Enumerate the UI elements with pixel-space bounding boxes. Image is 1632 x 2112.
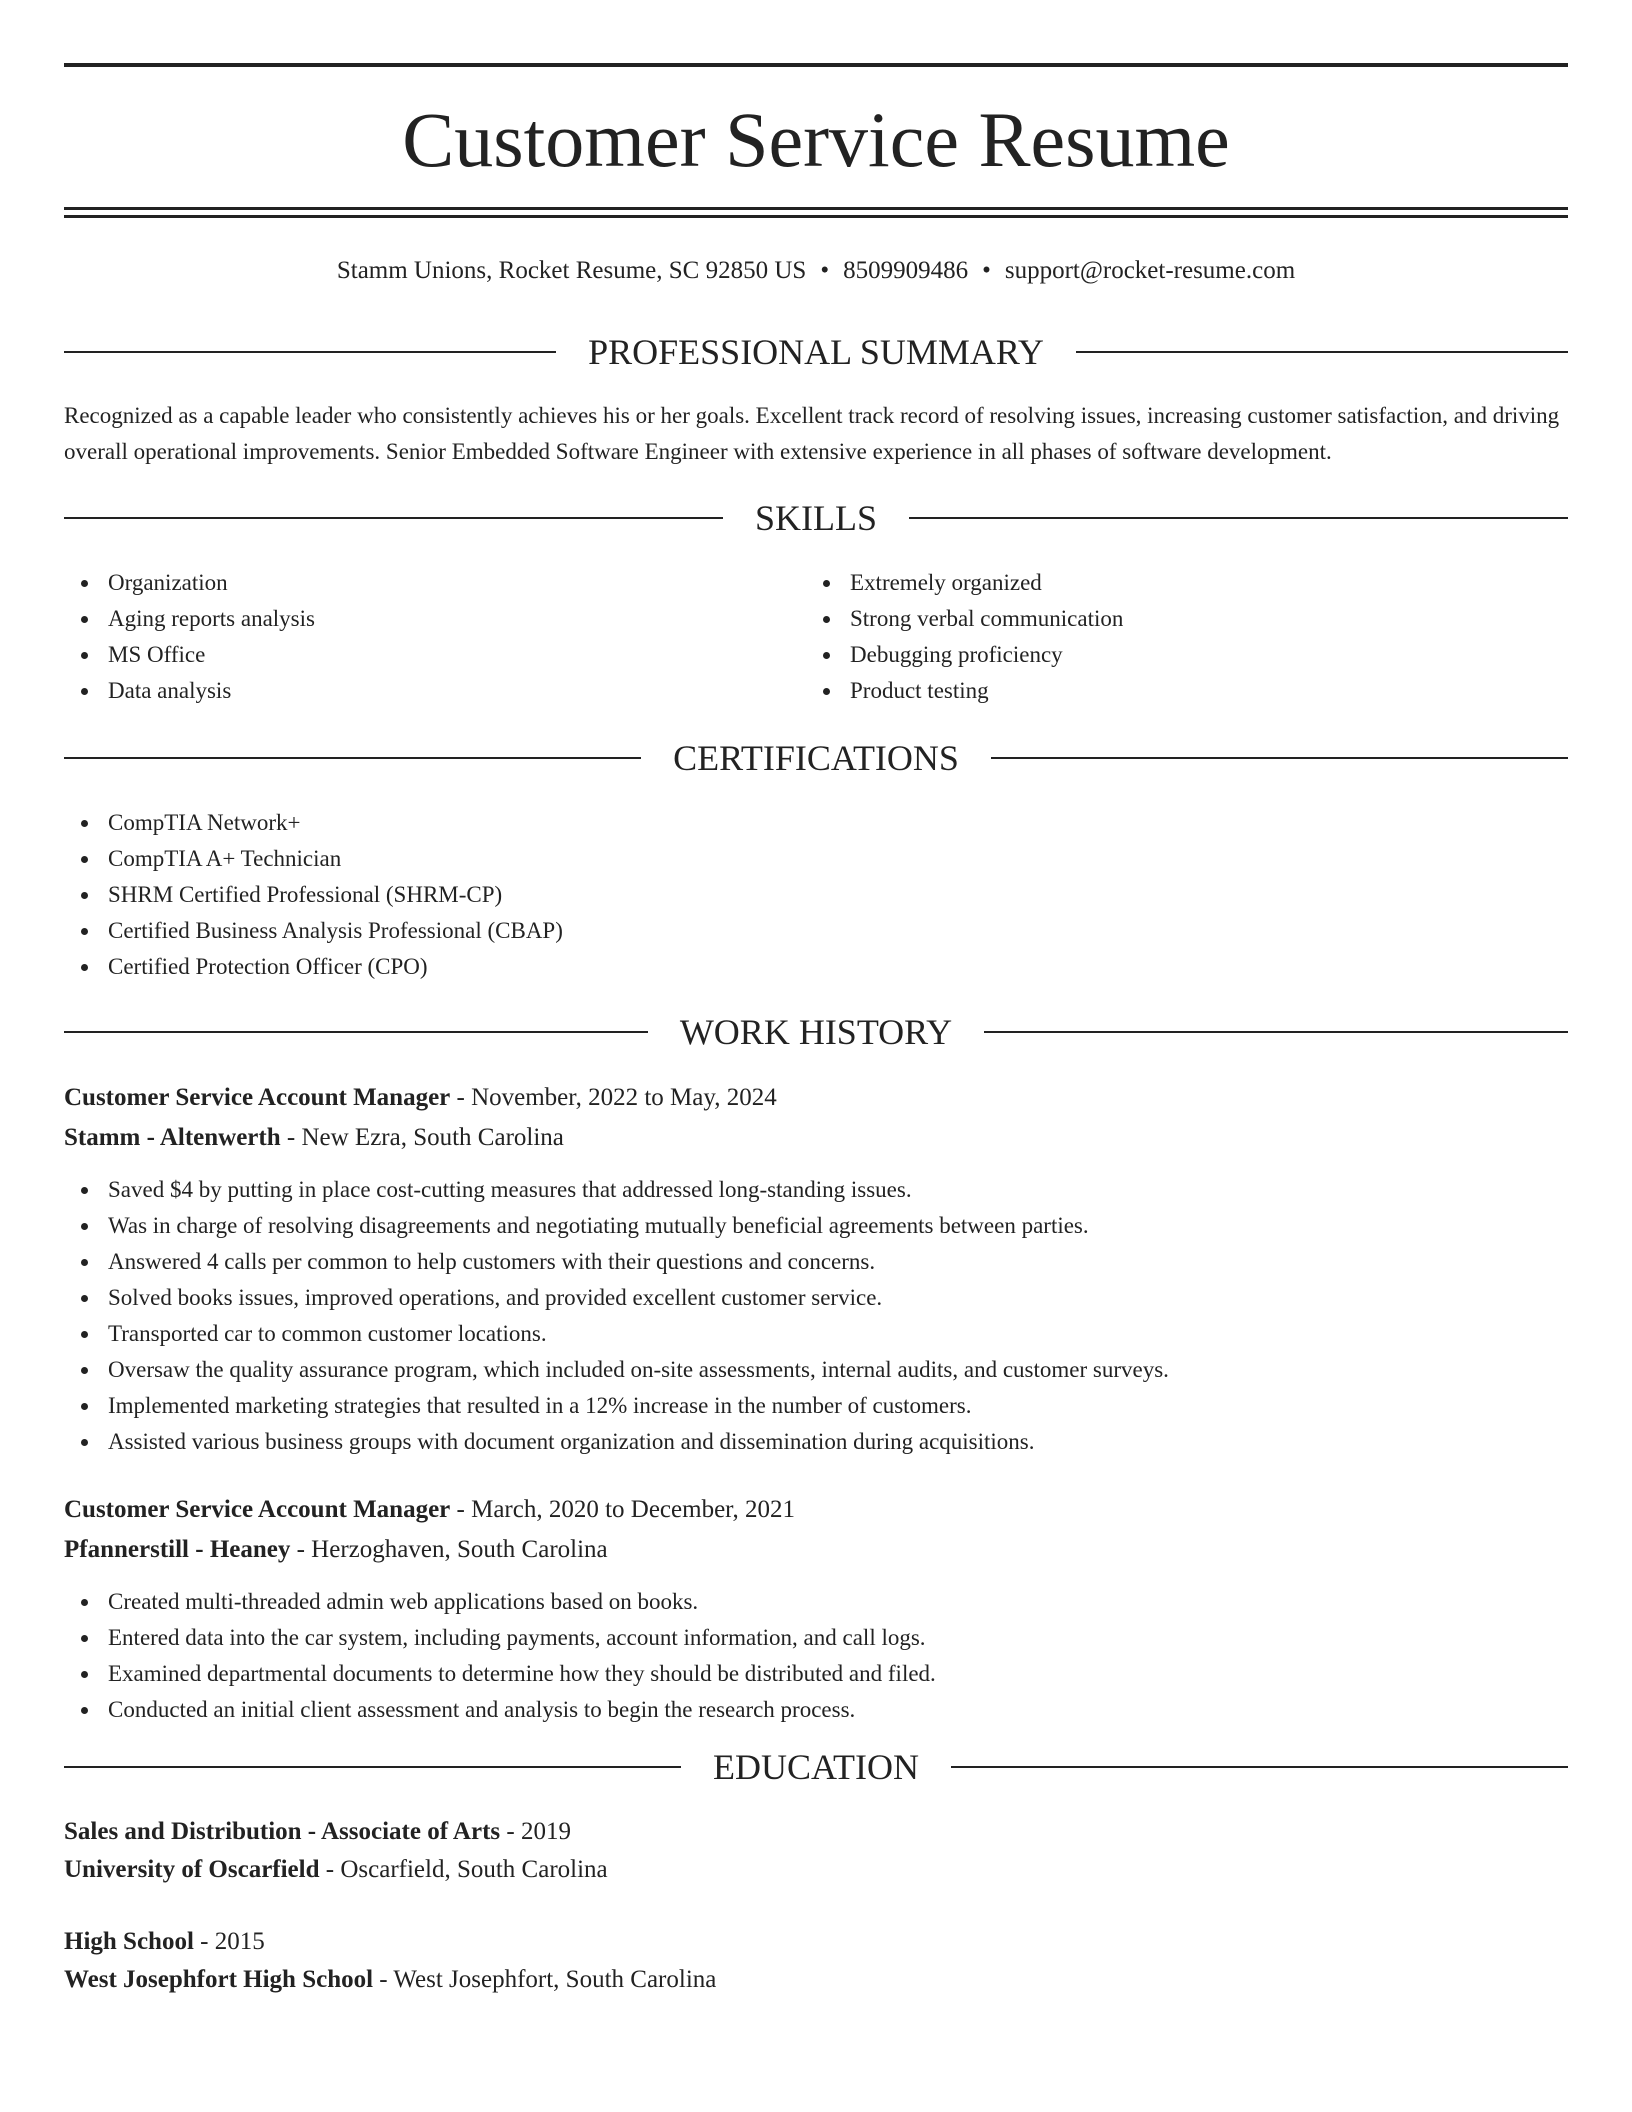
contact-address: Stamm Unions, Rocket Resume, SC 92850 US <box>336 257 807 284</box>
contact-line <box>64 254 1568 288</box>
certifications-heading <box>64 736 1568 780</box>
summary-text: Recognized as a capable leader who consistently achieves his or her goals. Excellent track record of resolving issues, increasing customer satisfaction, and driving overall operational improvements. Senior Embedded Software Engineer with extensive experience in all phases of software development. <box>64 403 1560 464</box>
certification-item: SHRM Certified Professional (SHRM-CP) <box>64 877 1064 913</box>
skill-item: Strong verbal communication <box>806 601 1506 637</box>
job-duty-item: Created multi-threaded admin web applications based on books. <box>64 1584 1568 1620</box>
certification-item: Certified Protection Officer (CPO) <box>64 949 1064 985</box>
job-duties-list <box>64 1172 1568 1460</box>
job-duty-item: Oversaw the quality assurance program, which included on-site assessments, internal audits, and customer surveys. <box>64 1352 1568 1388</box>
education-school-line <box>64 1850 1568 1890</box>
summary-heading-label: PROFESSIONAL SUMMARY <box>588 332 1044 372</box>
certifications-list <box>64 805 1064 985</box>
job-location: - New Ezra, South Carolina <box>280 1124 564 1151</box>
work-history-heading <box>64 1010 1568 1054</box>
skill-item: Data analysis <box>64 673 764 709</box>
job-duty-item: Assisted various business groups with document organization and dissemination during acquisitions. <box>64 1424 1568 1460</box>
education-heading <box>64 1745 1568 1789</box>
certification-item: CompTIA Network+ <box>64 805 1064 841</box>
education-school: University of Oscarfield <box>64 1856 320 1883</box>
education-location: - Oscarfield, South Carolina <box>319 1856 608 1883</box>
skill-item: Organization <box>64 565 764 601</box>
skill-item: Aging reports analysis <box>64 601 764 637</box>
job-role: Customer Service Account Manager <box>64 1084 451 1111</box>
skills-heading-label: SKILLS <box>755 498 878 538</box>
job-duty-item: Examined departmental documents to determine how they should be distributed and filed. <box>64 1656 1568 1692</box>
education-year: - 2015 <box>193 1928 265 1955</box>
summary-heading <box>64 330 1568 374</box>
heading-rule-left <box>64 351 556 353</box>
contact-email: support@rocket-resume.com <box>1004 257 1296 284</box>
job-duty-item: Transported car to common customer locations. <box>64 1316 1568 1352</box>
heading-rule-left <box>64 1031 648 1033</box>
job-duty-item: Conducted an initial client assessment and analysis to begin the research process. <box>64 1692 1568 1728</box>
heading-rule-right <box>991 757 1568 759</box>
work-history-heading-label: WORK HISTORY <box>679 1012 953 1052</box>
job-company-line <box>64 1530 1568 1570</box>
job-role: Customer Service Account Manager <box>64 1496 451 1523</box>
header-top-rule <box>64 63 1568 67</box>
heading-rule-right <box>1076 351 1568 353</box>
job-company: Stamm - Altenwerth <box>64 1124 281 1151</box>
job-duty-item: Saved $4 by putting in place cost-cutting measures that addressed long-standing issues. <box>64 1172 1568 1208</box>
skill-item: Product testing <box>806 673 1506 709</box>
job-dates: - November, 2022 to May, 2024 <box>450 1084 777 1111</box>
education-degree-line <box>64 1812 1568 1852</box>
education-school: West Josephfort High School <box>64 1966 374 1993</box>
contact-phone: 8509909486 <box>843 257 969 284</box>
resume-title: Customer Service Resume <box>402 96 1230 183</box>
certification-item: CompTIA A+ Technician <box>64 841 1064 877</box>
heading-rule-left <box>64 517 723 519</box>
contact-separator: • <box>982 257 991 284</box>
job-title-line <box>64 1490 1568 1530</box>
job-dates: - March, 2020 to December, 2021 <box>450 1496 795 1523</box>
heading-rule-left <box>64 757 641 759</box>
job-duty-item: Answered 4 calls per common to help customers with their questions and concerns. <box>64 1244 1568 1280</box>
job-duty-item: Entered data into the car system, including payments, account information, and call logs. <box>64 1620 1568 1656</box>
heading-rule-right <box>951 1766 1568 1768</box>
education-degree-line <box>64 1922 1568 1962</box>
skills-list-left <box>64 565 764 709</box>
contact-separator: • <box>820 257 830 284</box>
heading-rule-right <box>909 517 1568 519</box>
education-location: - West Josephfort, South Carolina <box>373 1966 717 1993</box>
job-company: Pfannerstill - Heaney <box>64 1536 291 1563</box>
heading-rule-left <box>64 1766 681 1768</box>
header-double-rule-lower <box>64 215 1568 218</box>
skills-heading <box>64 496 1568 540</box>
certification-item: Certified Business Analysis Professional (CBAP) <box>64 913 1064 949</box>
header-double-rule-upper <box>64 207 1568 210</box>
education-heading-label: EDUCATION <box>713 1747 919 1787</box>
heading-rule-right <box>984 1031 1568 1033</box>
job-duties-list <box>64 1584 1568 1728</box>
skills-list-right <box>806 565 1506 709</box>
skill-item: Extremely organized <box>806 565 1506 601</box>
job-company-line <box>64 1118 1568 1158</box>
job-title-line <box>64 1078 1568 1118</box>
job-location: - Herzoghaven, South Carolina <box>290 1536 608 1563</box>
skill-item: Debugging proficiency <box>806 637 1506 673</box>
skill-item: MS Office <box>64 637 764 673</box>
education-degree: High School <box>64 1928 194 1955</box>
job-duty-item: Solved books issues, improved operations, and provided excellent customer service. <box>64 1280 1568 1316</box>
education-degree: Sales and Distribution - Associate of Arts <box>64 1818 501 1845</box>
education-school-line <box>64 1960 1568 2000</box>
certifications-heading-label: CERTIFICATIONS <box>673 738 959 778</box>
job-duty-item: Implemented marketing strategies that resulted in a 12% increase in the number of customers. <box>64 1388 1568 1424</box>
job-duty-item: Was in charge of resolving disagreements and negotiating mutually beneficial agreements between parties. <box>64 1208 1568 1244</box>
education-year: - 2019 <box>500 1818 571 1845</box>
